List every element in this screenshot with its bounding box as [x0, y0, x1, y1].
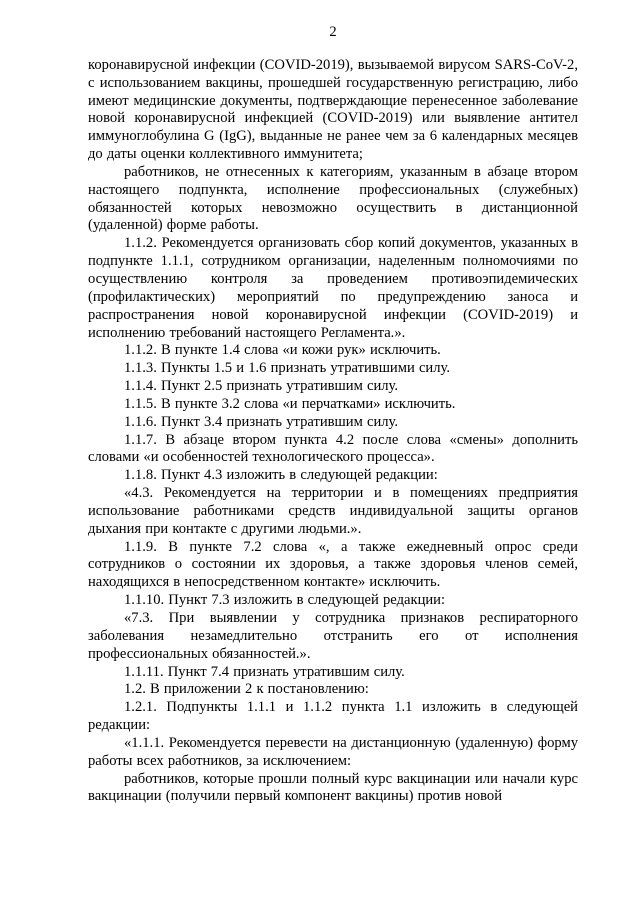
paragraph: 1.1.2. Рекомендуется организовать сбор копий документов, указанных в подпункте 1.1.1, сотрудником организации, наделенным полномочиями по осуществлению контроля за проведением противоэпидемических (профилактических) мероприятий по предупреждению заноса и распространения новой коронавирусной инфекции (COVID-2019) и исполнению требований настоящего Регламента.». [88, 235, 578, 341]
paragraph: «1.1.1. Рекомендуется перевести на дистанционную (удаленную) форму работы всех работников, за исключением: [88, 734, 578, 769]
paragraph: 1.1.3. Пункты 1.5 и 1.6 признать утратившими силу. [124, 360, 450, 377]
page-number: 2 [329, 24, 337, 40]
document-body [88, 57, 578, 806]
paragraph: работников, не отнесенных к категориям, указанным в абзаце втором настоящего подпункта, исполнение профессиональных (служебных) обязанностей которых невозможно осуществить в дистанционной (удаленной) форме работы. [88, 163, 578, 234]
paragraph: 1.1.2. В пункте 1.4 слова «и кожи рук» исключить. [124, 342, 441, 359]
paragraph: 1.2. В приложении 2 к постановлению: [124, 681, 369, 698]
paragraph: коронавирусной инфекции (COVID-2019), вызываемой вирусом SARS-CoV-2, с использованием вакцины, прошедшей государственную регистрацию, либо имеют медицинские документы, подтверждающие перенесенное заболевание новой коронавирусной инфекцией (COVID-2019) или выявление антител иммуноглобулина G (IgG), выданные не ранее чем за 6 календарных месяцев до даты оценки коллективного иммунитета; [88, 56, 578, 163]
paragraph: работников, которые прошли полный курс вакцинации или начали курс вакцинации (получили первый компонент вакцины) против новой [88, 770, 578, 805]
paragraph: 1.1.10. Пункт 7.3 изложить в следующей редакции: [124, 592, 446, 609]
paragraph: 1.1.9. В пункте 7.2 слова «, а также ежедневный опрос среди сотрудников о состоянии их здоровья, а также здоровья членов семей, находящихся в непосредственном контакте» исключить. [88, 538, 578, 591]
paragraph: 1.1.11. Пункт 7.4 признать утратившим силу. [124, 663, 405, 680]
paragraph: 1.2.1. Подпункты 1.1.1 и 1.1.2 пункта 1.1 изложить в следующей редакции: [88, 699, 578, 734]
paragraph: «4.3. Рекомендуется на территории и в помещениях предприятия использование работниками средств индивидуальной защиты органов дыхания при контакте с другими людьми.». [88, 485, 578, 537]
paragraph: 1.1.7. В абзаце втором пункта 4.2 после слова «смены» дополнить словами «и особенностей технологического процесса». [88, 431, 578, 466]
paragraph: «7.3. При выявлении у сотрудника признаков респираторного заболевания незамедлительно отстранить его от исполнения профессиональных обязанностей.». [88, 610, 578, 662]
paragraph: 1.1.4. Пункт 2.5 признать утратившим силу. [124, 378, 399, 395]
paragraph: 1.1.8. Пункт 4.3 изложить в следующей редакции: [124, 467, 438, 484]
paragraph: 1.1.5. В пункте 3.2 слова «и перчатками» исключить. [124, 395, 456, 412]
paragraph: 1.1.6. Пункт 3.4 признать утратившим силу. [124, 413, 399, 430]
